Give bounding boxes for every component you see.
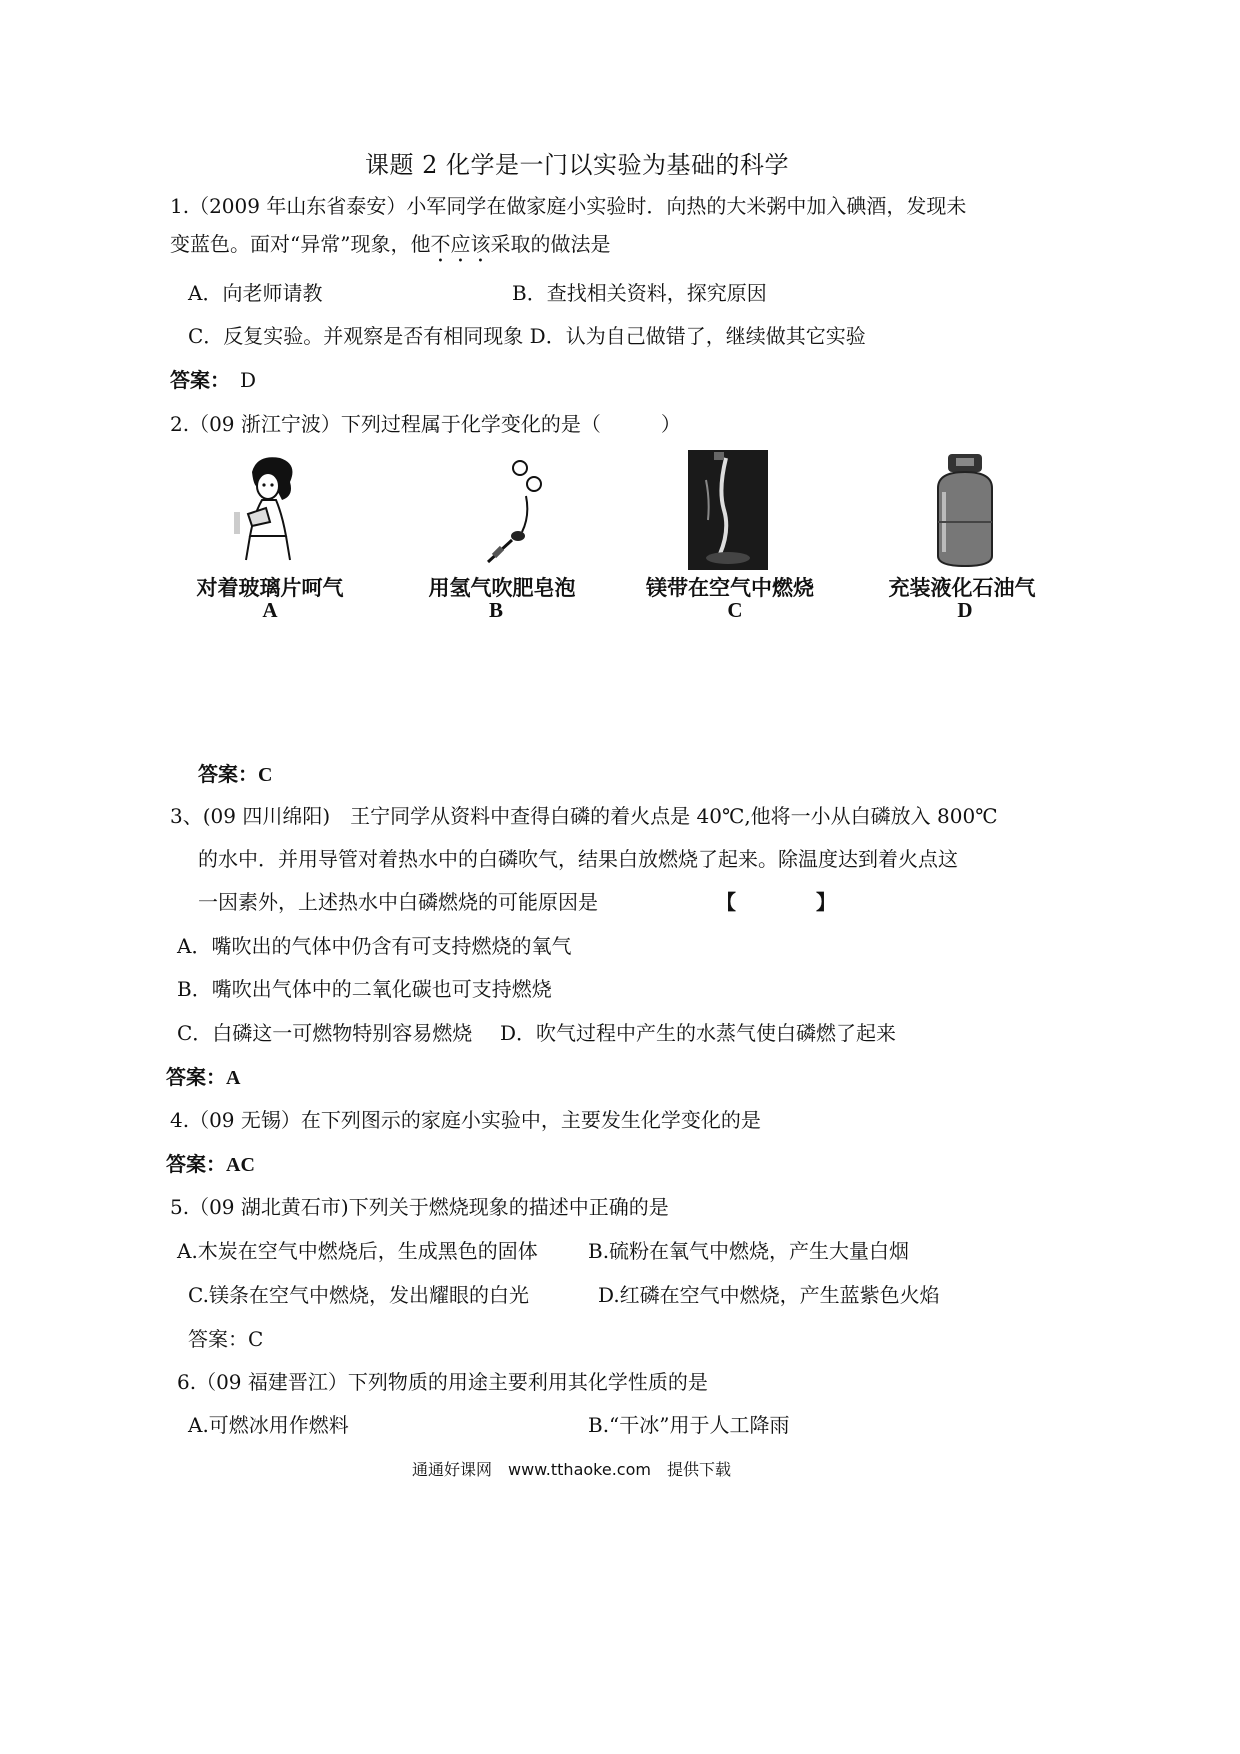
- figure-d-letter: D: [957, 598, 973, 622]
- figure-b-pipe-image: [482, 456, 562, 566]
- q6-stem: 6.（09 福建晋江）下列物质的用途主要利用其化学性质的是: [177, 1370, 708, 1394]
- q3-option-b: B．嘴吹出气体中的二氧化碳也可支持燃烧: [177, 977, 552, 1001]
- figure-d-gas-cylinder-image: [930, 452, 1000, 570]
- q5-option-b: B.硫粉在氧气中燃烧，产生大量白烟: [588, 1239, 910, 1263]
- figure-c-letter: C: [727, 598, 743, 622]
- figure-c-burning-image: [688, 450, 768, 570]
- q4-stem: 4.（09 无锡）在下列图示的家庭小实验中，主要发生化学变化的是: [170, 1108, 761, 1132]
- q5-stem: 5.（09 湖北黄石市)下列关于燃烧现象的描述中正确的是: [170, 1195, 669, 1219]
- figure-b-letter: B: [488, 598, 503, 622]
- q1-line2-pre: 变蓝色。面对“异常”现象，他: [170, 232, 431, 256]
- figure-a-caption: 对着玻璃片呵气: [196, 575, 344, 600]
- q1-line2-post: 采取的做法是: [490, 232, 611, 256]
- figure-b-caption: 用氢气吹肥皂泡: [428, 575, 576, 600]
- q6-option-a: A.可燃冰用作燃料: [188, 1413, 349, 1437]
- page-title: 课题 2 化学是一门以实验为基础的科学: [365, 151, 790, 179]
- q3-option-c: C．白磷这一可燃物特别容易燃烧: [177, 1021, 473, 1045]
- q1-option-b: B．查找相关资料，探究原因: [512, 281, 767, 305]
- q1-answer-value: D: [240, 368, 257, 392]
- figure-d-caption: 充装液化石油气: [888, 575, 1036, 600]
- q5-option-d: D.红磷在空气中燃烧，产生蓝紫色火焰: [598, 1283, 940, 1307]
- figure-c-caption: 镁带在空气中燃烧: [646, 575, 814, 600]
- q5-option-c: C.镁条在空气中燃烧，发出耀眼的白光: [188, 1283, 529, 1307]
- q3-line1: 3、(09 四川绵阳) 王宁同学从资料中查得白磷的着火点是 40℃,他将一小从白磷放入 800℃: [170, 804, 998, 828]
- q5-answer: 答案：C: [188, 1327, 264, 1351]
- q1-option-a: A．向老师请教: [188, 281, 323, 305]
- q5-option-a: A.木炭在空气中燃烧后，生成黑色的固体: [177, 1239, 538, 1263]
- q6-option-b: B.“干冰”用于人工降雨: [588, 1413, 790, 1437]
- q1-line1: 1.（2009 年山东省泰安）小军同学在做家庭小实验时．向热的大米粥中加入碘酒，发现未: [170, 194, 967, 218]
- q3-option-a: A．嘴吹出的气体中仍含有可支持燃烧的氧气: [177, 934, 572, 958]
- q1-option-cd: C．反复实验。并观察是否有相同现象 D．认为自己做错了，继续做其它实验: [188, 324, 866, 348]
- q3-line3: 一因素外，上述热水中白磷燃烧的可能原因是: [198, 890, 598, 914]
- q1-line2-emphasis: 不应该: [430, 232, 491, 256]
- q4-answer: 答案：AC: [166, 1154, 255, 1176]
- q3-line2: 的水中．并用导管对着热水中的白磷吹气，结果白放燃烧了起来。除温度达到着火点这: [198, 847, 958, 871]
- figure-a-girl-image: [232, 452, 302, 562]
- page-footer: 通通好课网 www.tthaoke.com 提供下载: [412, 1460, 731, 1479]
- q3-answer-bracket: 【 】: [716, 892, 836, 914]
- q1-line2: [170, 228, 610, 267]
- figure-a-letter: A: [262, 598, 278, 622]
- q1-answer-label: 答案：: [170, 370, 230, 392]
- q3-option-d: D．吹气过程中产生的水蒸气使白磷燃了起来: [500, 1021, 897, 1045]
- q2-answer: 答案：C: [198, 764, 273, 786]
- q2-stem: 2.（09 浙江宁波）下列过程属于化学变化的是（ ）: [170, 412, 681, 436]
- q3-answer: 答案：A: [166, 1067, 241, 1089]
- q1-answer: [170, 364, 256, 393]
